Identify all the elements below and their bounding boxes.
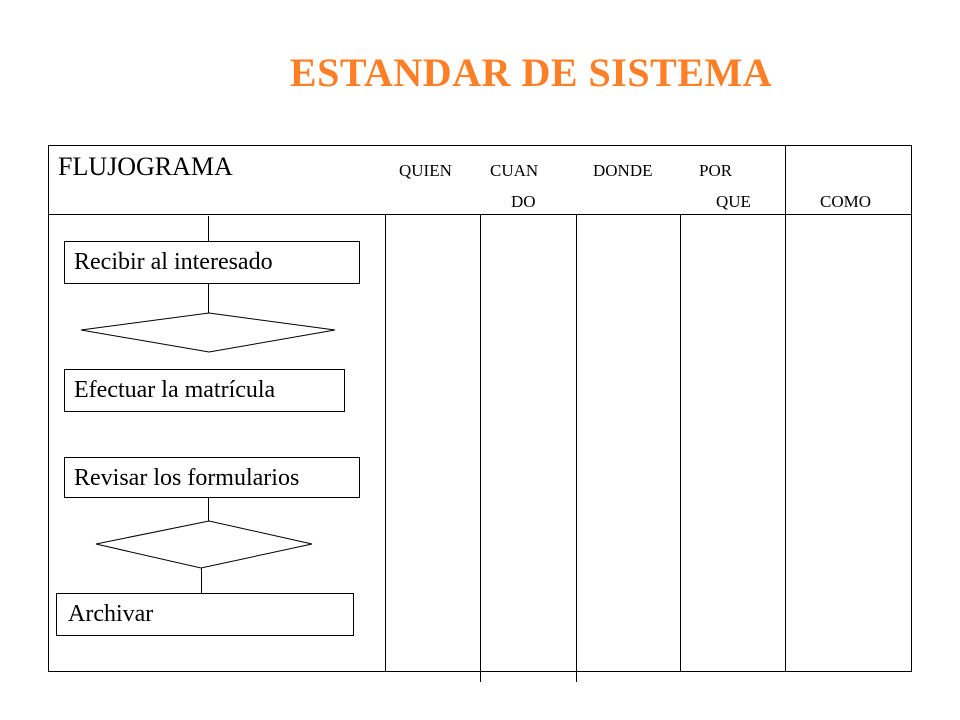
decision-diamond [96,521,312,568]
process-step-recibir: Recibir al interesado [64,241,360,284]
header-como: COMO [820,192,872,211]
header-donde: DONDE [593,161,653,180]
header-flujograma: FLUJOGRAMA [58,152,233,181]
header-que: QUE [716,192,751,211]
process-step-efectuar: Efectuar la matrícula [64,369,345,412]
decision-diamond [81,313,335,352]
header-quien: QUIEN [399,161,452,180]
header-do: DO [511,192,536,211]
process-step-archivar: Archivar [56,593,354,636]
process-step-revisar: Revisar los formularios [64,457,360,498]
page-title: ESTANDAR DE SISTEMA [289,50,773,95]
header-cuan: CUAN [490,161,539,180]
header-por: POR [699,161,733,180]
